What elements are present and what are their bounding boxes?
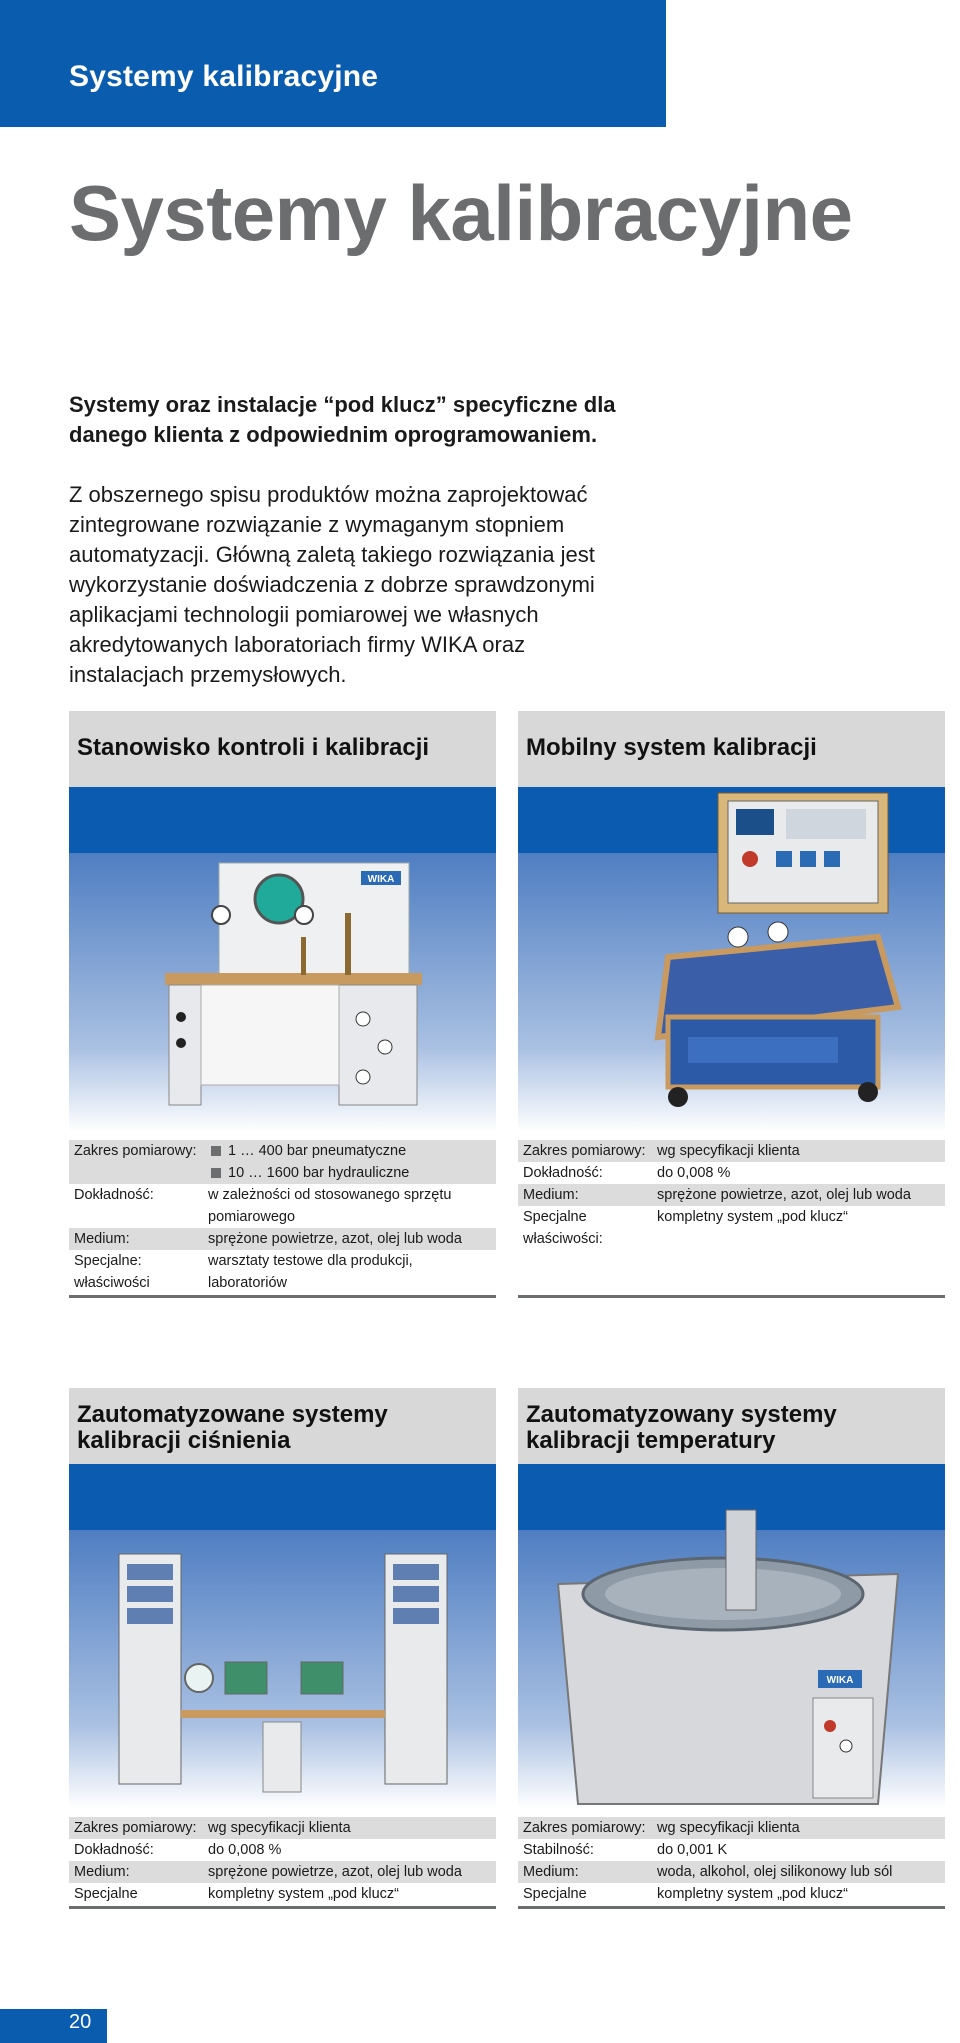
- intro-line: akredytowanych laboratoriach firmy WIKA oraz: [69, 632, 526, 657]
- spec-table: [69, 1140, 496, 1298]
- spec-row: Stabilność: do 0,001 K: [523, 1842, 728, 1858]
- calibration-bench-photo: [69, 787, 496, 1132]
- bullet-icon: [211, 1168, 221, 1178]
- intro-lead: Systemy oraz instalacje “pod klucz” specyficzne dla danego klienta z odpowiednim oprogramowaniem.: [69, 392, 616, 447]
- section-header: Systemy kalibracyjne: [69, 60, 379, 93]
- spec-row: Specjalne kompletny system „pod klucz“: [523, 1209, 848, 1225]
- wika-logo: WIKA: [367, 874, 395, 885]
- spec-divider: [69, 1295, 496, 1298]
- intro-line: wykorzystanie doświadczenia z dobrze sprawdzonymi: [69, 572, 595, 597]
- spec-table: [69, 1817, 496, 1909]
- spec-table: [518, 1817, 945, 1909]
- card-title: Mobilny system kalibracji: [518, 711, 945, 787]
- wika-logo: WIKA: [826, 1675, 854, 1686]
- intro-line: aplikacjami technologii pomiarowej we własnych: [69, 602, 539, 627]
- card-automated-temperature: [518, 1388, 945, 1909]
- intro-line: zintegrowane rozwiązanie z wymaganym stopniem: [69, 512, 565, 537]
- intro-body: [69, 480, 689, 690]
- spec-row: Specjalne kompletny system „pod klucz“: [523, 1886, 848, 1902]
- spec-row: Zakres pomiarowy: wg specyfikacji klienta: [518, 1140, 945, 1162]
- spec-row: Medium: woda, alkohol, olej silikonowy lub sól: [518, 1861, 945, 1883]
- spec-row: Dokładność: do 0,008 %: [74, 1842, 282, 1858]
- automated-pressure-system-photo: [69, 1464, 496, 1809]
- page-title: Systemy kalibracyjne: [69, 169, 853, 257]
- mobile-calibration-cart-photo: [518, 787, 945, 1132]
- page-number: 20: [69, 2011, 92, 2033]
- spec-table: [518, 1140, 945, 1298]
- spec-row: Zakres pomiarowy: wg specyfikacji klienta: [518, 1817, 945, 1839]
- intro-line: Z obszernego spisu produktów można zaprojektować: [69, 482, 588, 507]
- spec-row: Zakres pomiarowy: wg specyfikacji klienta: [69, 1817, 496, 1839]
- spec-row: właściwości laboratoriów: [74, 1275, 287, 1291]
- card-automated-pressure: [69, 1388, 496, 1909]
- spec-row: Zakres pomiarowy: 1 … 400 bar pneumatyczne: [69, 1140, 496, 1162]
- spec-divider: [518, 1906, 945, 1909]
- spec-row: pomiarowego: [208, 1209, 296, 1225]
- intro-line: automatyzacji. Główną zaletą takiego rozwiązania jest: [69, 542, 595, 567]
- spec-row: Specjalne kompletny system „pod klucz“: [74, 1886, 399, 1902]
- spec-divider: [69, 1906, 496, 1909]
- spec-row: Medium: sprężone powietrze, azot, olej lub woda: [69, 1228, 496, 1250]
- spec-divider: [518, 1295, 945, 1298]
- intro-line: instalacjach przemysłowych.: [69, 662, 347, 687]
- spec-row: Medium: sprężone powietrze, azot, olej lub woda: [69, 1861, 496, 1883]
- card-title: Stanowisko kontroli i kalibracji: [69, 711, 496, 787]
- spec-row: Medium: sprężone powietrze, azot, olej lub woda: [518, 1184, 945, 1206]
- bullet-icon: [211, 1146, 221, 1156]
- spec-row: Dokładność: w zależności od stosowanego sprzętu: [74, 1187, 452, 1203]
- spec-row: właściwości:: [523, 1231, 603, 1247]
- card-title: Zautomatyzowany systemy kalibracji temperatury: [518, 1388, 945, 1464]
- temperature-calibration-bath-photo: [518, 1464, 945, 1809]
- card-title: Zautomatyzowane systemy kalibracji ciśnienia: [69, 1388, 496, 1464]
- card-calibration-bench: [69, 711, 496, 1298]
- card-mobile-system: [518, 711, 945, 1298]
- spec-row: Specjalne: warsztaty testowe dla produkcji,: [74, 1253, 413, 1269]
- spec-row: 10 … 1600 bar hydrauliczne: [69, 1162, 496, 1184]
- spec-row: Dokładność: do 0,008 %: [523, 1165, 731, 1181]
